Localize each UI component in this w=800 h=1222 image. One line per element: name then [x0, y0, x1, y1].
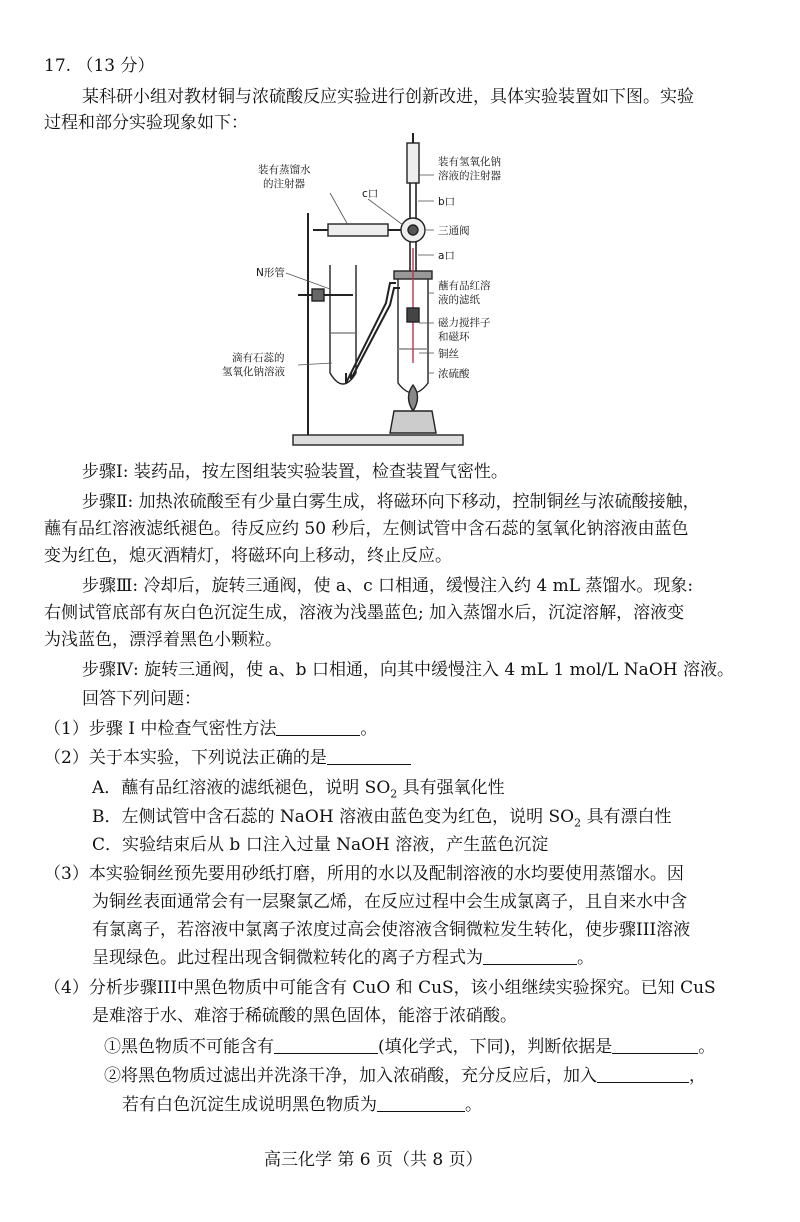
q3-end: 。 — [577, 948, 594, 968]
q4-sub-1 — [104, 1035, 715, 1059]
label-b-port: b口 — [438, 196, 456, 208]
step-2-line-1: 步骤Ⅱ: 加热浓硫酸至有少量白雾生成，将磁环向下移动，控制铜丝与浓硫酸接触， — [82, 492, 700, 512]
intro-line-2: 过程和部分实验现象如下： — [44, 113, 248, 133]
q4-sub2-a: ②将黑色物质过滤出并洗涤干净，加入浓硝酸，充分反应后，加入 — [104, 1066, 597, 1086]
stand-base — [293, 435, 463, 445]
question-number: 17. — [44, 56, 72, 76]
q4-sub-2 — [104, 1064, 706, 1088]
label-three-way-valve: 三通阀 — [438, 225, 470, 237]
label-copper-wire: 铜丝 — [438, 348, 459, 360]
question-1 — [44, 717, 377, 741]
q1-end: 。 — [360, 719, 378, 739]
label-a-port: a口 — [438, 250, 455, 262]
option-a-post: 具有强氧化性 — [397, 778, 505, 798]
label-litmus-2: 氢氧化钠溶液 — [222, 366, 285, 378]
label-n-tube: N形管 — [256, 267, 285, 279]
q4-sub-2-line-2 — [122, 1093, 482, 1117]
question-2 — [44, 746, 411, 770]
q3-text: 呈现绿色。此过程出现含铜微粒转化的离子方程式为 — [92, 948, 483, 968]
label-naoh-syringe-1: 装有氢氧化钠 — [438, 156, 501, 168]
label-distilled-syringe-2: 的注射器 — [263, 178, 305, 190]
label-filter-paper-2: 液的滤纸 — [438, 294, 480, 306]
question-score: （13 分） — [76, 56, 155, 76]
label-conc-acid: 浓硫酸 — [438, 368, 470, 380]
step-2-line-3: 变为红色，熄灭酒精灯，将磁环向上移动，终止反应。 — [44, 546, 452, 566]
magnetic-ring — [407, 308, 419, 322]
q4-line-1: （4）分析步骤III中黑色物质中可能含有 CuO 和 CuS，该小组继续实验探究。已知 CuS — [44, 978, 716, 998]
label-filter-paper-1: 蘸有品红溶 — [438, 280, 491, 292]
q3-line-4 — [92, 946, 594, 970]
question-header — [44, 54, 155, 78]
q2-option-c: C．实验结束后从 b 口注入过量 NaOH 溶液，产生蓝色沉淀 — [92, 835, 549, 855]
q1-text: （1）步骤 I 中检查气密性方法 — [44, 719, 277, 739]
q4-sub1-blank-1[interactable] — [274, 1035, 378, 1054]
q4-sub1-end: 。 — [698, 1037, 716, 1057]
q4-sub1-blank-2[interactable] — [612, 1035, 698, 1054]
q3-line-3: 有氯离子，若溶液中氯离子浓度过高会使溶液含铜微粒发生转化，使步骤III溶液 — [92, 920, 691, 940]
option-b-pre: B．左侧试管中含石蕊的 NaOH 溶液由蓝色变为红色，说明 SO — [92, 807, 575, 827]
distilled-water-syringe — [328, 224, 388, 236]
option-a-sub: 2 — [390, 787, 398, 801]
naoh-syringe — [407, 143, 419, 183]
q4-sub2-b-end: 。 — [465, 1095, 482, 1115]
q3-line-1: （3）本实验铜丝预先要用砂纸打磨，所用的水以及配制溶液的水均要使用蒸馏水。因 — [44, 864, 684, 884]
step-3-line-3: 为浅蓝色，漂浮着黑色小颗粒。 — [44, 630, 282, 650]
label-magnetic-2: 和磁环 — [438, 331, 470, 343]
left-test-tube — [330, 265, 356, 384]
step-4: 步骤Ⅳ: 旋转三通阀，使 a、b 口相通，向其中缓慢注入 4 mL 1 mol/L NaOH 溶液。 — [82, 660, 734, 680]
label-naoh-syringe-2: 溶液的注射器 — [438, 170, 501, 182]
q2-option-a — [92, 776, 505, 806]
q4-sub2-end: ， — [689, 1066, 706, 1086]
label-magnetic-1: 磁力搅拌子 — [438, 317, 491, 329]
step-3-line-1: 步骤Ⅲ: 冷却后，旋转三通阀，使 a、c 口相通，缓慢注入约 4 mL 蒸馏水。现象: — [82, 576, 694, 596]
label-litmus-1: 滴有石蕊的 — [232, 352, 285, 364]
q2-answer-blank[interactable] — [327, 746, 411, 765]
q2-text: （2）关于本实验，下列说法正确的是 — [44, 748, 327, 768]
label-distilled-syringe-1: 装有蒸馏水 — [258, 164, 311, 176]
answer-intro: 回答下列问题： — [82, 689, 201, 709]
q2-option-b — [92, 805, 671, 835]
intro-line-1: 某科研小组对教材铜与浓硫酸反应实验进行创新改进，具体实验装置如下图。实验 — [82, 87, 694, 107]
q4-line-2: 是难溶于水、难溶于稀硫酸的黑色固体，能溶于浓硝酸。 — [92, 1006, 517, 1026]
q4-sub2-b: 若有白色沉淀生成说明黑色物质为 — [122, 1095, 377, 1115]
q4-sub2-blank-2[interactable] — [377, 1093, 465, 1112]
q4-sub1-a: ①黑色物质不可能含有 — [104, 1037, 274, 1057]
alcohol-lamp — [390, 411, 436, 433]
q4-sub1-b: (填化学式，下同)，判断依据是 — [378, 1037, 613, 1057]
step-1: 步骤Ⅰ: 装药品，按左图组装实验装置，检查装置气密性。 — [82, 462, 508, 482]
page-footer: 高三化学 第 6 页（共 8 页） — [264, 1150, 483, 1170]
option-b-post: 具有漂白性 — [581, 807, 672, 827]
apparatus-diagram — [218, 133, 538, 458]
option-b-sub: 2 — [574, 816, 582, 830]
q4-sub2-blank-1[interactable] — [597, 1064, 689, 1083]
label-c-port: c口 — [362, 188, 379, 200]
q1-answer-blank[interactable] — [276, 717, 360, 736]
q3-line-2: 为铜丝表面通常会有一层聚氯乙烯，在反应过程中会生成氯离子，且自来水中含 — [92, 892, 687, 912]
step-3-line-2: 右侧试管底部有灰白色沉淀生成，溶液为浅墨蓝色; 加入蒸馏水后，沉淀溶解，溶液变 — [44, 603, 685, 623]
q3-answer-blank[interactable] — [483, 946, 577, 965]
option-a-pre: A．蘸有品红溶液的滤纸褪色，说明 SO — [92, 778, 391, 798]
step-2-line-2: 蘸有品红溶液滤纸褪色。待反应约 50 秒后，左侧试管中含石蕊的氢氧化钠溶液由蓝色 — [44, 519, 689, 539]
